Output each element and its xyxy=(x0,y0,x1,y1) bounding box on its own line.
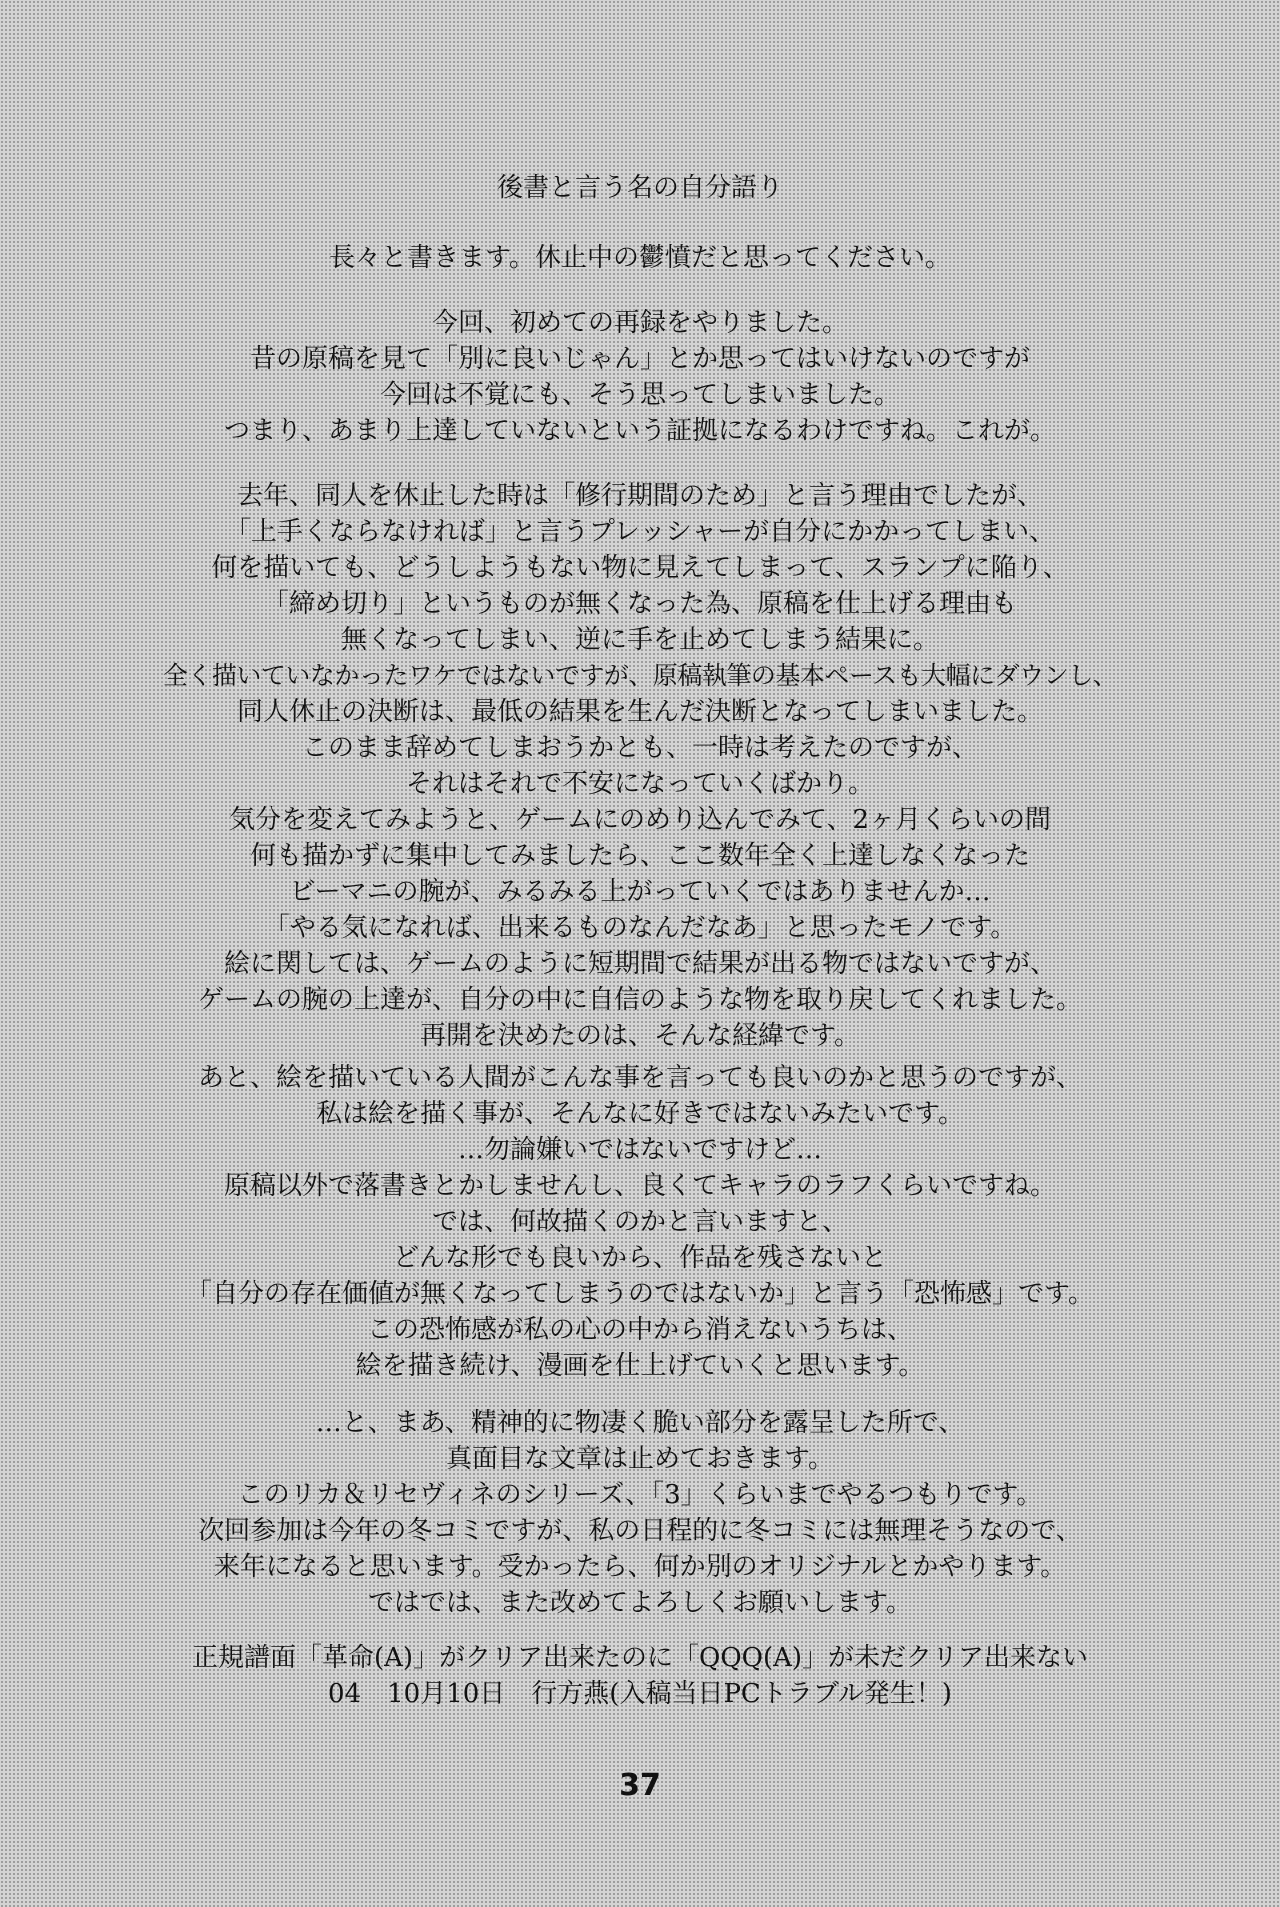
signature-line: 正規譜面「革命(A)」がクリア出来たのに「QQQ(A)」が未だクリア出来ない xyxy=(191,1643,1089,1673)
afterword-title xyxy=(0,170,1280,206)
text-line: 去年、同人を休止した時は「修行期間のため」と言う理由でしたが、 xyxy=(236,481,1043,511)
text-line: では、何故描くのかと言いますと、 xyxy=(431,1207,848,1237)
signature-line: 04 10月10日 行方燕(入稿当日PCトラブル発生！) xyxy=(328,1679,952,1709)
text-line: ビーマニの腕が、みるみる上がっていくではありませんか… xyxy=(289,877,991,907)
text-line: 今回、初めての再録をやりました。 xyxy=(431,308,848,338)
text-line: 真面目な文章は止めておきます。 xyxy=(446,1444,834,1474)
text-line: ゲームの腕の上達が、自分の中に自信のような物を取り戻してくれました。 xyxy=(197,985,1082,1015)
text-line: つまり、あまり上達していないという証拠になるわけですね。これが。 xyxy=(223,416,1056,446)
text-line: このリカ＆リセヴィネのシリーズ、「3」くらいまでやるつもりです。 xyxy=(237,1480,1043,1510)
text-line: 再開を決めたのは、そんな経緯です。 xyxy=(420,1021,860,1051)
text-line: 全く描いていなかったワケではないですが、原稿執筆の基本ペースも大幅にダウンし、 xyxy=(162,661,1118,690)
text-line: …勿論嫌いではないですけど… xyxy=(457,1135,822,1165)
text-line: 「自分の存在価値が無くなってしまうのではないか」と言う「恐怖感」です。 xyxy=(186,1279,1094,1309)
text-line: 同人休止の決断は、最低の結果を生んだ決断となってしまいました。 xyxy=(236,697,1043,727)
text-line: 絵に関しては、ゲームのように短期間で結果が出る物ではないですが、 xyxy=(223,949,1056,979)
text-line: 何を描いても、どうしようもない物に見えてしまって、スランプに陥り、 xyxy=(211,553,1069,583)
text-line: あと、絵を描いている人間がこんな事を言っても良いのかと思うのですが、 xyxy=(197,1063,1082,1093)
title-line: 後書と言う名の自分語り xyxy=(496,173,783,203)
text-line: 私は絵を描く事が、そんなに好きではないみたいです。 xyxy=(316,1099,964,1129)
text-line: この恐怖感が私の心の中から消えないうちは、 xyxy=(366,1315,913,1345)
paragraph-hiatus xyxy=(0,478,1280,1054)
text-line: それはそれで不安になっていくばかり。 xyxy=(405,769,874,799)
text-line: 来年になると思います。受かったら、何か別のオリジナルとかやります。 xyxy=(213,1552,1067,1582)
paragraph-closing xyxy=(0,1405,1280,1621)
intro-paragraph xyxy=(0,240,1280,276)
text-line: このまま辞めてしまおうかとも、一時は考えたのですが、 xyxy=(301,733,978,763)
text-line: 「上手くならなければ」と言うプレッシャーが自分にかかってしまい、 xyxy=(224,517,1056,547)
text-line: ではでは、また改めてよろしくお願いします。 xyxy=(368,1588,912,1618)
page-number: 37 xyxy=(619,1768,661,1803)
text-line: 今回は不覚にも、そう思ってしまいました。 xyxy=(379,380,900,410)
text-line: 「やる気になれば、出来るものなんだなあ」と思ったモノです。 xyxy=(263,913,1017,943)
text-line: どんな形でも良いから、作品を残さないと xyxy=(392,1243,887,1273)
paragraph-reprint xyxy=(0,305,1280,449)
text-line: 何も描かずに集中してみましたら、ここ数年全く上達しなくなった xyxy=(249,841,1030,871)
text-line: 「締め切り」というものが無くなった為、原稿を仕上げる理由も xyxy=(262,589,1017,619)
text-line: 原稿以外で落書きとかしませんし、良くてキャラのラフくらいですね。 xyxy=(223,1171,1056,1201)
text-line: 次回参加は今年の冬コミですが、私の日程的に冬コミには無理そうなので、 xyxy=(198,1516,1082,1546)
intro-line: 長々と書きます。休止中の鬱憤だと思ってください。 xyxy=(329,243,951,273)
paragraph-drawing xyxy=(0,1060,1280,1384)
signature-block xyxy=(0,1640,1280,1712)
text-line: …と、まあ、精神的に物凄く脆い部分を露呈した所で、 xyxy=(315,1408,965,1438)
text-line: 絵を描き続け、漫画を仕上げていくと思います。 xyxy=(355,1351,925,1381)
text-line: 無くなってしまい、逆に手を止めてしまう結果に。 xyxy=(340,625,939,655)
text-line: 気分を変えてみようと、ゲームにのめり込んでみて、2ヶ月くらいの間 xyxy=(228,805,1052,835)
text-line: 昔の原稿を見て「別に良いじゃん」とか思ってはいけないのですが xyxy=(249,344,1030,374)
